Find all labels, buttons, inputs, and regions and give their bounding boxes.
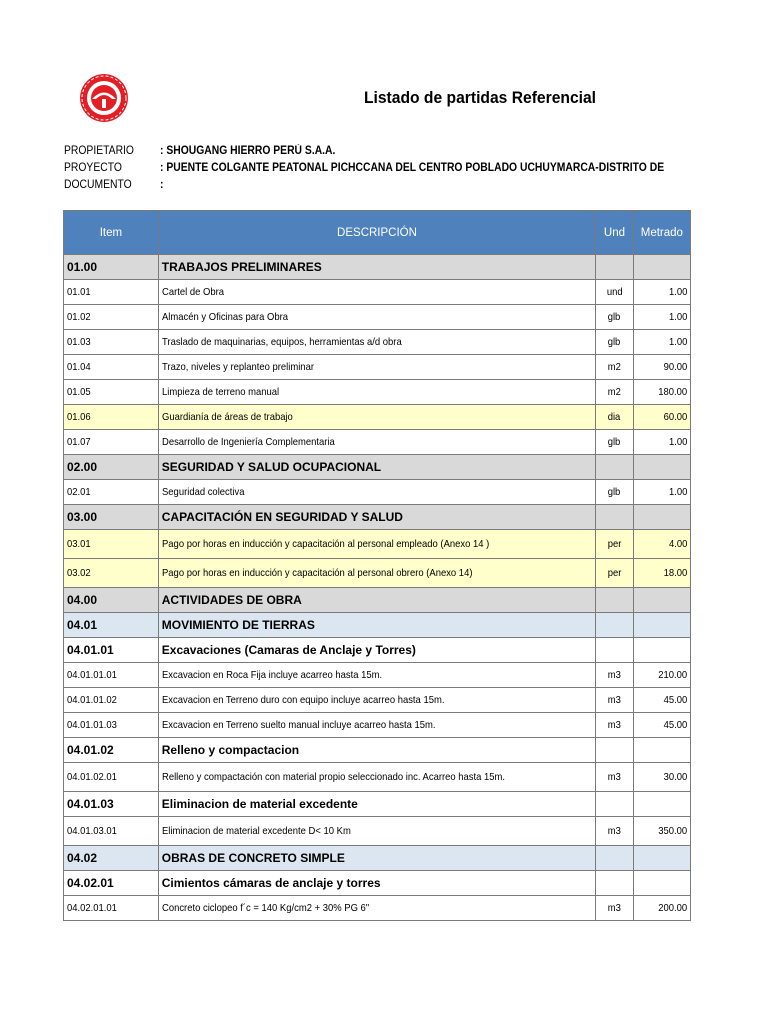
table-row [64, 355, 691, 380]
cell-description [158, 505, 595, 530]
cell-item-text: 01.01 [67, 286, 91, 298]
cell-item [64, 638, 159, 663]
cell-description-text: Desarrollo de Ingeniería Complementaria [161, 436, 335, 448]
cell-description [158, 613, 595, 638]
cell-unit [596, 280, 633, 305]
meta-document [64, 176, 720, 193]
table-row [64, 688, 691, 713]
cell-item-text: 04.02.01.01 [67, 902, 117, 914]
cell-quantity [633, 559, 690, 588]
cell-unit-text: m3 [607, 694, 622, 706]
cell-description [158, 559, 595, 588]
cell-unit-text: m3 [607, 825, 622, 837]
cell-quantity [633, 530, 690, 559]
cell-item-text: 04.01.03.01 [67, 825, 117, 837]
cell-quantity [633, 638, 690, 663]
cell-unit [596, 305, 633, 330]
cell-description-text: Pago por horas en inducción y capacitación al personal empleado (Anexo 14 ) [161, 538, 490, 550]
table-row [64, 559, 691, 588]
cell-unit [596, 430, 633, 455]
cell-item [64, 871, 159, 896]
cell-unit-text: per [607, 538, 622, 550]
meta-project-label: PROYECTO [64, 161, 122, 174]
cell-unit [596, 896, 633, 921]
meta-owner-value: : SHOUGANG HIERRO PERÚ S.A.A. [160, 144, 336, 157]
cell-description [158, 480, 595, 505]
cell-item [64, 530, 159, 559]
cell-description [158, 355, 595, 380]
cell-item-text: 03.01 [67, 538, 91, 550]
cell-item-text: 01.03 [67, 336, 91, 348]
table-row [64, 380, 691, 405]
cell-description-text: Relleno y compactacion [161, 743, 300, 757]
cell-description [158, 713, 595, 738]
cell-quantity [633, 405, 690, 430]
cell-unit [596, 455, 633, 480]
cell-quantity-text: 350.00 [658, 825, 687, 837]
table-row [64, 763, 691, 792]
table-row [64, 405, 691, 430]
cell-description-text: Excavacion en Terreno duro con equipo incluye acarreo hasta 15m. [161, 694, 445, 706]
cell-item [64, 738, 159, 763]
cell-quantity-text: 4.00 [668, 538, 687, 550]
cell-description-text: Excavacion en Terreno suelto manual incluye acarreo hasta 15m. [161, 719, 436, 731]
cell-description-text: Guardianía de áreas de trabajo [161, 411, 293, 423]
cell-item-text: 04.01.01 [67, 643, 114, 657]
cell-quantity [633, 871, 690, 896]
cell-unit-text: glb [608, 336, 621, 348]
cell-quantity-text: 45.00 [663, 694, 687, 706]
cell-item [64, 588, 159, 613]
cell-item [64, 405, 159, 430]
cell-description-text: SEGURIDAD Y SALUD OCUPACIONAL [161, 460, 382, 474]
cell-item-text: 04.01.01.02 [67, 694, 117, 706]
cell-quantity-text: 1.00 [668, 436, 687, 448]
cell-quantity-text: 60.00 [663, 411, 687, 423]
cell-unit-text: m3 [607, 669, 622, 681]
cell-unit [596, 871, 633, 896]
cell-item [64, 663, 159, 688]
cell-unit [596, 559, 633, 588]
table-row [64, 846, 691, 871]
cell-item [64, 355, 159, 380]
cell-unit-text: dia [608, 411, 621, 423]
cell-description-text: Excavaciones (Camaras de Anclaje y Torres) [161, 643, 416, 657]
cell-description [158, 430, 595, 455]
cell-item [64, 480, 159, 505]
cell-quantity [633, 380, 690, 405]
cell-quantity [633, 763, 690, 792]
cell-quantity [633, 330, 690, 355]
cell-description [158, 792, 595, 817]
column-header-item: Item [64, 211, 159, 255]
cell-unit [596, 480, 633, 505]
cell-unit [596, 663, 633, 688]
cell-description-text: Excavacion en Roca Fija incluye acarreo hasta 15m. [161, 669, 382, 681]
cell-description [158, 455, 595, 480]
cell-unit-text: und [606, 286, 623, 298]
cell-description [158, 738, 595, 763]
table-row [64, 530, 691, 559]
cell-item [64, 613, 159, 638]
cell-unit-text: m2 [607, 361, 622, 373]
cell-item [64, 455, 159, 480]
cell-description-text: MOVIMIENTO DE TIERRAS [161, 618, 315, 632]
table-header-row [64, 211, 691, 255]
cell-item [64, 280, 159, 305]
cell-description [158, 688, 595, 713]
cell-item [64, 688, 159, 713]
table-row [64, 505, 691, 530]
column-header-description: DESCRIPCIÓN [158, 211, 595, 255]
cell-quantity [633, 688, 690, 713]
cell-description-text: Cartel de Obra [161, 286, 224, 298]
cell-item-text: 03.00 [67, 510, 98, 524]
table-row [64, 663, 691, 688]
document-meta [64, 142, 720, 193]
cell-unit [596, 505, 633, 530]
cell-description-text: Trazo, niveles y replanteo preliminar [161, 361, 314, 373]
table-row [64, 896, 691, 921]
table-row [64, 638, 691, 663]
cell-item [64, 305, 159, 330]
cell-description-text: CAPACITACIÓN EN SEGURIDAD Y SALUD [161, 510, 403, 524]
cell-unit [596, 638, 633, 663]
meta-project [64, 159, 720, 176]
cell-item [64, 713, 159, 738]
cell-description-text: Relleno y compactación con material propio seleccionado inc. Acarreo hasta 15m. [161, 771, 505, 783]
cell-description-text: TRABAJOS PRELIMINARES [161, 260, 322, 274]
cell-description [158, 763, 595, 792]
cell-item [64, 255, 159, 280]
cell-item-text: 01.00 [67, 260, 98, 274]
cell-unit-text: m3 [607, 719, 622, 731]
cell-unit [596, 380, 633, 405]
cell-item-text: 02.01 [67, 486, 91, 498]
cell-unit-text: glb [608, 311, 621, 323]
cell-item-text: 01.02 [67, 311, 91, 323]
cell-unit [596, 688, 633, 713]
table-row [64, 280, 691, 305]
meta-owner-label: PROPIETARIO [64, 144, 134, 157]
cell-quantity [633, 792, 690, 817]
table-row [64, 430, 691, 455]
cell-item-text: 04.01.01.01 [67, 669, 117, 681]
cell-unit [596, 405, 633, 430]
cell-description [158, 588, 595, 613]
cell-item-text: 02.00 [67, 460, 98, 474]
cell-description-text: OBRAS DE CONCRETO SIMPLE [161, 851, 345, 865]
cell-description-text: Seguridad colectiva [161, 486, 245, 498]
cell-quantity [633, 613, 690, 638]
cell-item [64, 330, 159, 355]
cell-description [158, 846, 595, 871]
cell-quantity [633, 280, 690, 305]
table-row [64, 871, 691, 896]
cell-description [158, 638, 595, 663]
cell-unit [596, 817, 633, 846]
cell-description-text: ACTIVIDADES DE OBRA [161, 593, 302, 607]
cell-unit [596, 738, 633, 763]
cell-quantity [633, 455, 690, 480]
cell-description-text: Eliminacion de material excedente [161, 797, 358, 811]
cell-unit [596, 530, 633, 559]
cell-quantity-text: 1.00 [668, 486, 687, 498]
cell-description-text: Traslado de maquinarias, equipos, herramientas a/d obra [161, 336, 402, 348]
cell-unit [596, 713, 633, 738]
cell-quantity [633, 480, 690, 505]
cell-unit [596, 355, 633, 380]
cell-item-text: 04.01.01.03 [67, 719, 117, 731]
cell-description-text: Almacén y Oficinas para Obra [161, 311, 288, 323]
meta-document-value: : [160, 178, 164, 191]
cell-unit-text: per [607, 567, 622, 579]
cell-item-text: 01.05 [67, 386, 91, 398]
cell-quantity-text: 90.00 [663, 361, 687, 373]
cell-unit [596, 846, 633, 871]
cell-quantity-text: 30.00 [663, 771, 687, 783]
table-row [64, 588, 691, 613]
cell-item [64, 430, 159, 455]
table-row [64, 455, 691, 480]
cell-item [64, 846, 159, 871]
cell-item [64, 505, 159, 530]
table-row [64, 330, 691, 355]
cell-item-text: 01.04 [67, 361, 91, 373]
cell-description [158, 380, 595, 405]
cell-description [158, 405, 595, 430]
table-row [64, 613, 691, 638]
cell-quantity [633, 255, 690, 280]
cell-description [158, 255, 595, 280]
cell-unit [596, 763, 633, 792]
cell-item-text: 03.02 [67, 567, 91, 579]
meta-document-label: DOCUMENTO [64, 178, 132, 191]
cell-unit [596, 255, 633, 280]
cell-unit [596, 588, 633, 613]
cell-item-text: 04.01.03 [67, 797, 114, 811]
cell-unit [596, 330, 633, 355]
table-row [64, 713, 691, 738]
cell-quantity-text: 1.00 [668, 336, 687, 348]
cell-quantity [633, 663, 690, 688]
cell-description [158, 817, 595, 846]
cell-quantity [633, 713, 690, 738]
cell-unit-text: m3 [607, 771, 622, 783]
column-header-unit: Und [596, 211, 633, 255]
table-row [64, 255, 691, 280]
cell-quantity [633, 305, 690, 330]
cell-quantity-text: 1.00 [668, 311, 687, 323]
cell-quantity [633, 355, 690, 380]
cell-quantity-text: 18.00 [663, 567, 687, 579]
cell-description [158, 305, 595, 330]
cell-description [158, 663, 595, 688]
cell-quantity-text: 45.00 [663, 719, 687, 731]
cell-quantity-text: 200.00 [658, 902, 687, 914]
table-row [64, 480, 691, 505]
company-logo [76, 72, 132, 124]
table-row [64, 792, 691, 817]
cell-item-text: 04.01 [67, 618, 98, 632]
cell-item-text: 01.07 [67, 436, 91, 448]
cell-description-text: Cimientos cámaras de anclaje y torres [161, 876, 381, 890]
cell-unit-text: m3 [607, 902, 622, 914]
cell-item [64, 559, 159, 588]
cell-item-text: 01.06 [67, 411, 91, 423]
cell-item-text: 04.00 [67, 593, 98, 607]
meta-project-value: : PUENTE COLGANTE PEATONAL PICHCCANA DEL CENTRO POBLADO UCHUYMARCA-DISTRITO DE [160, 161, 665, 174]
cell-quantity-text: 180.00 [658, 386, 687, 398]
cell-quantity-text: 210.00 [658, 669, 687, 681]
cell-quantity [633, 738, 690, 763]
cell-item [64, 817, 159, 846]
page-title: Listado de partidas Referencial [363, 88, 597, 107]
cell-quantity [633, 896, 690, 921]
cell-unit [596, 792, 633, 817]
cell-item-text: 04.01.02 [67, 743, 114, 757]
cell-item [64, 380, 159, 405]
items-table [63, 210, 691, 921]
cell-description [158, 530, 595, 559]
cell-description [158, 280, 595, 305]
cell-description-text: Pago por horas en inducción y capacitación al personal obrero (Anexo 14) [161, 567, 473, 579]
cell-item-text: 04.02 [67, 851, 98, 865]
cell-description-text: Concreto ciclopeo f´c = 140 Kg/cm2 + 30% PG 6" [161, 902, 369, 914]
table-row [64, 738, 691, 763]
meta-owner [64, 142, 720, 159]
cell-description [158, 896, 595, 921]
cell-item-text: 04.02.01 [67, 876, 114, 890]
cell-item [64, 792, 159, 817]
cell-description-text: Eliminacion de material excedente D< 10 Km [161, 825, 351, 837]
cell-item [64, 896, 159, 921]
cell-unit-text: glb [608, 486, 621, 498]
cell-description [158, 871, 595, 896]
table-body [64, 255, 691, 921]
cell-quantity [633, 846, 690, 871]
cell-description [158, 330, 595, 355]
cell-unit [596, 613, 633, 638]
table-row [64, 305, 691, 330]
cell-quantity [633, 588, 690, 613]
cell-item [64, 763, 159, 792]
cell-description-text: Limpieza de terreno manual [161, 386, 279, 398]
cell-unit-text: m2 [607, 386, 622, 398]
table-row [64, 817, 691, 846]
cell-quantity-text: 1.00 [668, 286, 687, 298]
cell-quantity [633, 505, 690, 530]
column-header-quantity: Metrado [633, 211, 690, 255]
cell-quantity [633, 817, 690, 846]
cell-unit-text: glb [608, 436, 621, 448]
cell-item-text: 04.01.02.01 [67, 771, 117, 783]
cell-quantity [633, 430, 690, 455]
